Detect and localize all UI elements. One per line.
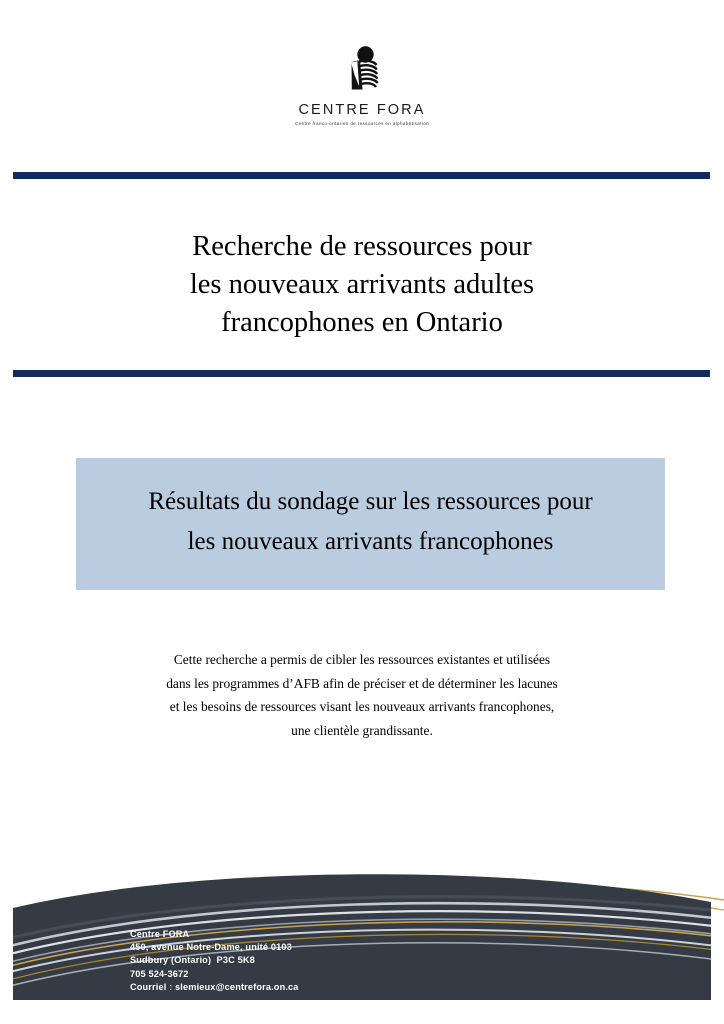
- abstract-paragraph: [92, 648, 632, 742]
- divider-rule-bottom: [13, 370, 710, 377]
- abstract-line-1: Cette recherche a permis de cibler les ressources existantes et utilisées: [173, 652, 551, 667]
- abstract-line-2: dans les programmes d’AFB afin de préciser et de déterminer les lacunes: [166, 675, 558, 691]
- footer-contact-block: [130, 928, 299, 994]
- footer-city: Sudbury (Ontario) P3C 5K8: [130, 955, 255, 966]
- footer-address: 450, avenue Notre-Dame, unité 0103: [130, 942, 292, 953]
- footer-phone: 705 524-3672: [130, 968, 189, 979]
- logo-tagline: Centre franco-ontarien de ressources en alphabétisation: [295, 120, 429, 127]
- footer-organization: Centre FORA: [130, 929, 190, 939]
- page-title-line-2: les nouveaux arrivants adultes: [189, 269, 535, 300]
- centre-fora-quill-figure-icon: [334, 42, 390, 98]
- page-title: [62, 228, 662, 342]
- subtitle-text: [148, 482, 592, 566]
- logo-block: [0, 42, 724, 126]
- subtitle-box: [76, 458, 665, 590]
- abstract-line-4: une clientèle grandissante.: [291, 722, 433, 738]
- divider-rule-top: [13, 172, 710, 179]
- subtitle-line-2: les nouveaux arrivants francophones: [187, 528, 554, 555]
- page-title-line-3: francophones en Ontario: [221, 307, 503, 338]
- abstract-line-3: et les besoins de ressources visant les nouveaux arrivants francophones,: [169, 699, 555, 714]
- subtitle-line-1: Résultats du sondage sur les ressources pour: [148, 488, 593, 515]
- footer-dark-band: [13, 874, 711, 1000]
- footer-swoosh-graphic: [0, 862, 724, 1024]
- logo-wordmark: CENTRE FORA: [298, 102, 426, 118]
- page-title-line-1: Recherche de ressources pour: [192, 231, 532, 262]
- footer-email[interactable]: Courriel : slemieux@centrefora.on.ca: [130, 981, 299, 992]
